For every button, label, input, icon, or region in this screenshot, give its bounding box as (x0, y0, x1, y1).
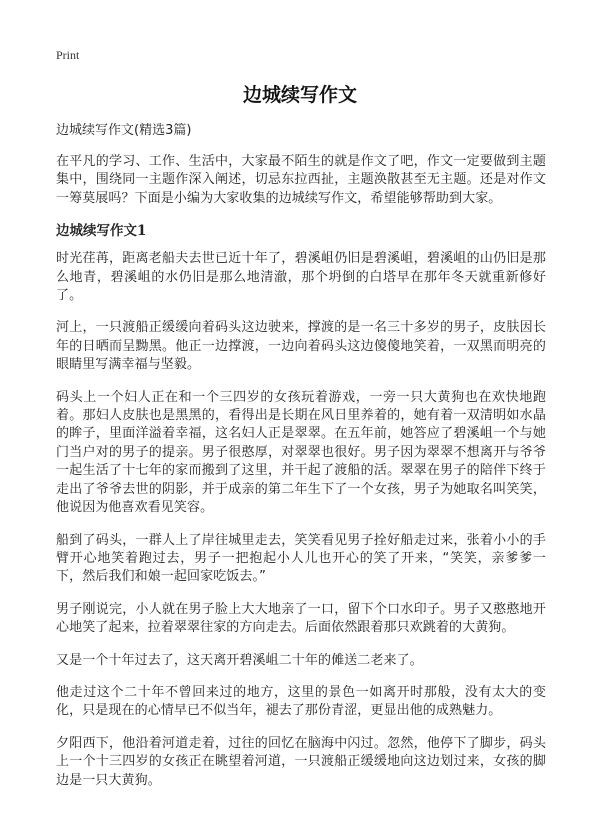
intro-paragraph: 在平凡的学习、工作、生活中，大家最不陌生的就是作文了吧，作文一定要做到主题集中，围绕同一主题作深入阐述，切忌东拉西扯，主题涣散甚至无主题。还是对作文一筹莫展吗？下面是小编为大家收集的边城续写作文，希望能够帮助到大家。 (56, 154, 546, 206)
body-paragraph: 河上，一只渡船正缓缓向着码头这边驶来，撑渡的是一名三十多岁的男子，皮肤因长年的日晒而呈黝黑。他正一边撑渡，一边向着码头这边傻傻地笑着，一双黑而明亮的眼睛里写满幸福与坚毅。 (56, 320, 546, 373)
body-paragraph: 时光荏苒，距离老船夫去世已近十年了，碧溪岨仍旧是碧溪岨，碧溪岨的山仍旧是那么地青，碧溪岨的水仍旧是那么地清澈，那个坍倒的白塔早在那年冬天就重新修好了。 (56, 251, 546, 304)
document-title: 边城续写作文 (242, 84, 357, 106)
section-heading: 边城续写作文1 (56, 223, 147, 240)
print-label[interactable]: Print (56, 48, 80, 62)
body-paragraph: 男子刚说完，小人就在男子脸上大大地亲了一口，留下个口水印子。男子又憨憨地开心地笑了起来，拉着翠翠往家的方向走去。后面依然跟着那只欢跳着的大黄狗。 (56, 601, 546, 636)
document-body (56, 122, 546, 804)
document-subtitle: 边城续写作文(精选3篇) (56, 123, 192, 138)
body-paragraph: 他走过这个二十年不曾回来过的地方，这里的景色一如离开时那般，没有太大的变化，只是现在的心情早已不似当年，褪去了那份青涩，更显出他的成熟魅力。 (56, 684, 546, 719)
body-paragraph: 夕阳西下，他沿着河道走着，过往的回忆在脑海中闪过。忽然，他停下了脚步，码头上一个十三四岁的女孩正在眺望着河道，一只渡船正缓缓地向这边划过来，女孩的脚边是一只大黄狗。 (56, 735, 546, 788)
body-paragraph: 船到了码头，一群人上了岸往城里走去，笑笑看见男子拴好船走过来，张着小小的手臂开心地笑着跑过去，男子一把抱起小人儿也开心的笑了开来，“笑笑，亲爹爹一下，然后我们和娘一起回家吃饭去。” (56, 532, 546, 585)
body-paragraph: 码头上一个妇人正在和一个三四岁的女孩玩着游戏，一旁一只大黄狗也在欢快地跑着。那妇人皮肤也是黑黑的，看得出是长期在风日里养着的，她有着一双清明如水晶的眸子，里面洋溢着幸福，这名妇人正是翠翠。在五年前，她答应了碧溪岨一个与她门当户对的男子的提亲。男子很憨厚，对翠翠也很好。男子因为翠翠不想离开与爷爷一起生活了十七年的家而搬到了这里，并干起了渡船的活。翠翠在男子的陪伴下终于走出了爷爷去世的阴影，并于成亲的第二年生下了一个女孩，男子为她取名叫笑笑，他说因为他喜欢看见笑容。 (56, 389, 546, 516)
body-paragraph: 又是一个十年过去了，这天离开碧溪岨二十年的傩送二老来了。 (56, 652, 423, 668)
